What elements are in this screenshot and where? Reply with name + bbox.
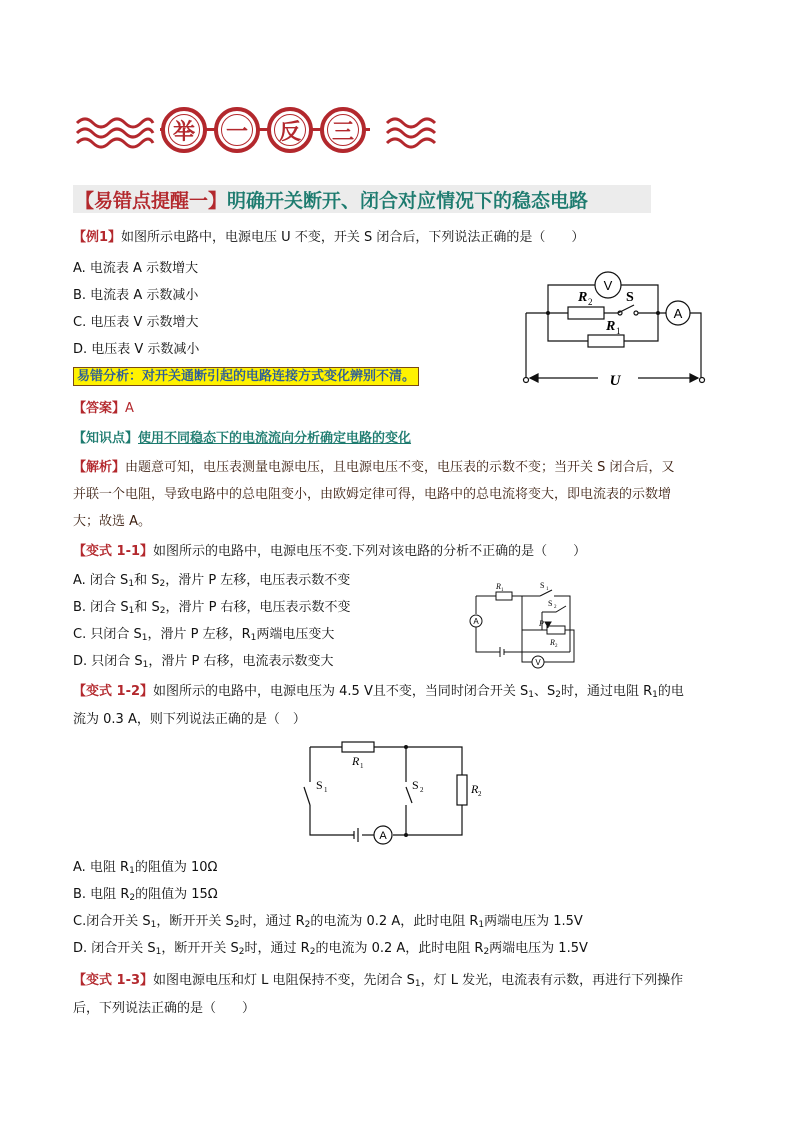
banner <box>75 95 435 165</box>
variant1-1-option-b: B. 闭合 $S_1$和 $S_2$，滑片 P 右移，电压表示数不变 <box>73 600 351 616</box>
left-wave-decoration <box>75 113 155 153</box>
v12-s2-sub: 2 <box>420 786 424 794</box>
variant1-2-option-b: B. 电阻 $R_2$的阻值为 15Ω <box>73 887 218 903</box>
answer: 【答案】A <box>73 401 134 416</box>
variant1-2-question-line1: 【变式 1-2】如图所示的电路中，电源电压为 4.5 V且不变，当同时闭合开关 $S_1$、$S_2$时，通过电阻 $R_1$的电 <box>73 684 684 700</box>
variant1-1-option-d: D. 只闭合 $S_1$，滑片 P 右移，电流表示数变大 <box>73 654 334 670</box>
analysis-line-3: 大；故选 A。 <box>73 514 152 529</box>
r2-label: R <box>578 290 588 305</box>
v11-ammeter-label: A <box>473 617 479 626</box>
analysis-line-2: 并联一个电阻，导致电路中的总电阻变小，由欧姆定律可得，电路中的总电流将变大，即电流表的示数增 <box>73 487 672 502</box>
variant1-2-question-line2: 流为 0.3 A，则下列说法正确的是（ ） <box>73 712 306 727</box>
banner-char-3: 反 <box>267 107 313 153</box>
example1-circuit-diagram <box>518 265 718 395</box>
v11-r1-label: R <box>496 582 501 591</box>
variant1-3-question-line1: 【变式 1-3】如图电源电压和灯 L 电阻保持不变，先闭合 $S_1$，灯 L 发光，电流表有示数，再进行下列操作 <box>73 973 684 989</box>
v11-r2-label: R <box>550 638 555 647</box>
ammeter-label: A <box>673 306 683 321</box>
v12-r2-sub: 2 <box>478 790 482 798</box>
v12-r2-label: R <box>471 782 479 796</box>
v11-s2-label: S <box>548 599 553 608</box>
v11-r1-sub: 1 <box>501 588 504 593</box>
section-title: 【易错点提醒一】明确开关断开、闭合对应情况下的稳态电路 <box>75 190 589 212</box>
variant1-1-option-c: C. 只闭合 $S_1$，滑片 P 左移，$R_1$两端电压变大 <box>73 627 335 643</box>
v12-r1-sub: 1 <box>360 762 364 770</box>
v11-s1-label: S <box>540 581 545 590</box>
right-wave-decoration <box>385 113 440 153</box>
v12-s1-sub: 1 <box>324 786 328 794</box>
r2-sub: 2 <box>588 297 593 307</box>
v12-s2-label: S <box>412 778 419 792</box>
v11-p-label: P <box>539 619 544 628</box>
variant1-2-option-a: A. 电阻 $R_1$的阻值为 10Ω <box>73 860 218 876</box>
example1-option-d: D. 电压表 V 示数减小 <box>73 342 200 357</box>
variant1-1-circuit-diagram <box>462 578 582 673</box>
variant1-1-option-a: A. 闭合 $S_1$和 $S_2$，滑片 P 左移，电压表示数不变 <box>73 573 351 589</box>
r1-label: R <box>606 319 616 334</box>
v12-ammeter-label: A <box>379 830 387 842</box>
voltmeter-label: V <box>603 278 613 293</box>
banner-char-2: 一 <box>214 107 260 153</box>
variant1-1-question: 【变式 1-1】如图所示的电路中，电源电压不变.下列对该电路的分析不正确的是（ ） <box>73 544 587 559</box>
v11-s2-sub: 2 <box>554 605 557 610</box>
banner-char-4: 三 <box>320 107 366 153</box>
v11-voltmeter-label: V <box>535 658 541 667</box>
variant1-2-option-d: D. 闭合开关 $S_1$，断开开关 $S_2$时，通过 $R_2$的电流为 0.2 A，此时电阻 $R_2$两端电压为 1.5V <box>73 941 588 957</box>
switch-label: S <box>626 290 634 305</box>
example1-option-a: A. 电流表 A 示数增大 <box>73 261 199 276</box>
example1-question: 【例1】如图所示电路中，电源电压 U 不变，开关 S 闭合后，下列说法正确的是（ ） <box>73 230 585 245</box>
variant1-3-question-line2: 后，下列说法正确的是（ ） <box>73 1001 256 1016</box>
analysis-line-1: 【解析】由题意可知，电压表测量电源电压，且电源电压不变，电压表的示数不变；当开关 S 闭合后，又 <box>73 460 675 475</box>
knowledge-point: 【知识点】使用不同稳态下的电流流向分析确定电路的变化 <box>73 431 412 446</box>
error-analysis: 易错分析：对开关通断引起的电路连接方式变化辨别不清。 <box>73 368 419 386</box>
example1-option-b: B. 电流表 A 示数减小 <box>73 288 199 303</box>
banner-char-1: 举 <box>161 107 207 153</box>
r1-sub: 1 <box>616 326 621 336</box>
voltage-u-label: U <box>609 373 621 389</box>
v11-s1-sub: 1 <box>546 587 549 592</box>
v12-s1-label: S <box>316 778 323 792</box>
variant1-2-circuit-diagram <box>300 735 480 847</box>
example1-option-c: C. 电压表 V 示数增大 <box>73 315 199 330</box>
v11-r2-sub: 2 <box>555 644 558 649</box>
variant1-2-option-c: C.闭合开关 $S_1$，断开开关 $S_2$时，通过 $R_2$的电流为 0.2 A，此时电阻 $R_1$两端电压为 1.5V <box>73 914 583 930</box>
v12-r1-label: R <box>352 754 360 768</box>
